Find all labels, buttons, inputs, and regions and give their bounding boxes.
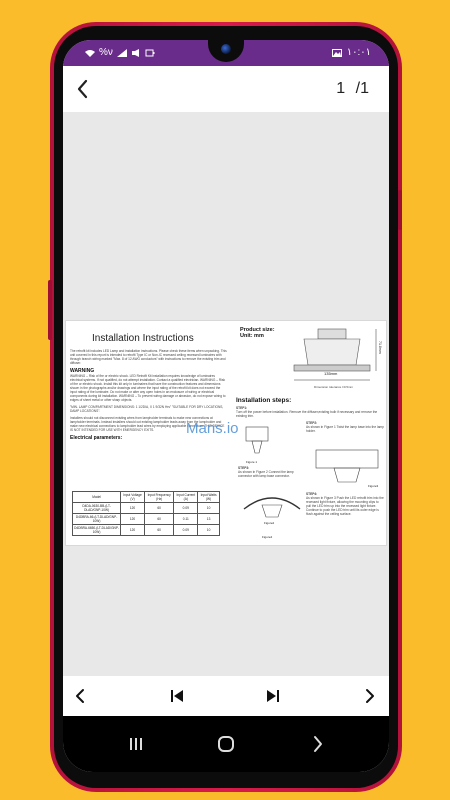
- table-cell: 10: [198, 525, 220, 536]
- step4-text: As shown in Figure 3 Push the LED retrofit trim into the recessed light fixture, allowing the mounting clips to pull the LED trim up into the recessed light fixture. Continue to push the LED trim until its outer edge is flush against the ceiling surface.: [306, 496, 384, 516]
- table-cell: 13: [198, 514, 220, 525]
- document-viewer[interactable]: [63, 112, 389, 704]
- table-header: Model: [73, 492, 121, 503]
- screen: [63, 40, 389, 772]
- warning-text: WARNING – Risk of fire or electric shock. LED Retrofit Kit installation requires knowledge of luminaires electrical systems. If not qualified, do not attempt installation. Contact a qualified electrician. WARNING – Risk of fire or electric shock. Install this kit only in luminaires that have the construction features and dimensions shown in the photographs and/or drawings and where the input rating of the retrofit kit does not exceed the input rating of the luminaire. Do not make or alter any open holes in an enclosure of wiring or electrical components during kit installation. WARNING – To prevent wiring damage or abrasion, do not expose wiring to edges of sheet metal or other sharp objects.: [70, 374, 226, 402]
- status-left: [85, 47, 155, 58]
- front-camera-icon: [221, 44, 231, 54]
- status-bar: [63, 40, 389, 66]
- dimension-width: 135mm: [324, 371, 338, 376]
- skip-last-icon[interactable]: [261, 684, 285, 708]
- image-notification-icon: [332, 49, 342, 57]
- table-cell: 10: [198, 503, 220, 514]
- step3-text: As shown in Figure 2 Connect the lamp connector with lamp base connector.: [238, 470, 294, 478]
- table-cell: 120: [121, 503, 145, 514]
- table-cell: 60: [144, 525, 174, 536]
- table-header-row: [73, 492, 220, 503]
- min-lamp-text: "MIN. LAMP COMPARTMENT DIMENSIONS: 1 1/2DIA, X 1 9/32N Hrs" "SUITABLE FOR DRY LOCATIONS, DAMP LOCATIONS".: [70, 405, 224, 413]
- table-header: Input Voltage (V): [121, 492, 145, 503]
- page-current: 1: [336, 80, 346, 97]
- table-cell: D4DBRA-6650-(LT-DLAD/GNP-10W): [74, 526, 120, 534]
- figure1-drawing: [242, 425, 272, 459]
- toolbar: [63, 66, 389, 112]
- volume-button: [48, 280, 52, 340]
- table-row: [73, 514, 220, 525]
- step4: [306, 492, 384, 516]
- product-size: [240, 327, 275, 339]
- battery-icon: [145, 49, 155, 57]
- watermark: Mans.io: [186, 420, 239, 437]
- step1-text: Turn off the power before installation. Remove the diffuser,existing bulb if necessary and remove the existing trim.: [236, 410, 378, 418]
- signal-icon: [117, 49, 127, 57]
- figure1-label: Figure 1: [246, 460, 258, 464]
- step1-label: STEP1:: [236, 406, 248, 410]
- step3: [238, 466, 308, 478]
- figure2-label: Figure2: [264, 521, 275, 525]
- figure2-drawing: [242, 491, 302, 521]
- install-steps-heading: Installation steps:: [236, 397, 292, 404]
- product-drawing: [284, 325, 384, 393]
- install-note: Installers should not disconnect existing wires from lampholder terminals to make new connections at lampholder terminals. Instead installers should cut existing lampholder leads away from the lampholder and make new electrical connections to lampholder lead wires by employing applicable connectors. THIS DEVICE IS NOT INTENDED FOR USE WITH EMERGENCY EXITS.: [70, 416, 225, 432]
- clock: ۱۰:۰۱: [346, 47, 371, 58]
- dimension-height: 71.8mm: [378, 341, 382, 354]
- status-left-text: %ν: [99, 47, 113, 58]
- chevron-right-icon[interactable]: [357, 684, 381, 708]
- back-icon[interactable]: [306, 734, 328, 754]
- page-navigation-bar: [63, 676, 389, 716]
- page-separator: /: [355, 80, 361, 97]
- camera-notch: [208, 40, 244, 62]
- table-header: Input Watts (W): [198, 492, 220, 503]
- step3-label: STEP3:: [238, 466, 250, 470]
- step2-label: STEP2:: [306, 421, 318, 425]
- mute-icon: [131, 49, 141, 57]
- table-cell: 60: [144, 503, 174, 514]
- table-cell: D4DBRA-66-(LT-DLAD/GNP-10W): [73, 514, 121, 525]
- table-header: Input Current (A): [174, 492, 198, 503]
- electrical-table: [72, 491, 220, 536]
- doc-intro: The retrofit kit includes LED Lamp and installation instructions. Please check these items when unpacking. This unit covered in this report is intended to retrofit Type IC or Non-IC recessed ceiling recessed luminaires with through branch wiring marked "Max. 8 of 12 AWG conductors" with instructions to remove the existing trim and diffuser.: [70, 349, 227, 365]
- figure4-label: Figure4: [262, 535, 273, 539]
- system-navigation-bar: [63, 716, 389, 772]
- power-button: [398, 190, 402, 230]
- electrical-heading: Electrical parameters:: [70, 435, 123, 441]
- chevron-left-icon[interactable]: [69, 684, 93, 708]
- document-page: [65, 320, 387, 546]
- status-right: [332, 47, 371, 58]
- table-cell: 120: [121, 525, 145, 536]
- product-size-label: Product size:: [240, 327, 275, 333]
- table-cell: 0.09: [174, 525, 198, 536]
- unit-label: Unit: mm: [240, 333, 264, 339]
- table-row: [73, 503, 220, 514]
- figure3-drawing: [312, 446, 382, 488]
- warning-heading: WARNING: [70, 368, 95, 374]
- tolerance-note: Dimension tolerance ±0.5mm: [314, 385, 353, 389]
- doc-title: Installation Instructions: [92, 333, 194, 344]
- recent-apps-icon[interactable]: [125, 734, 147, 754]
- figure3-label: Figure3: [368, 484, 379, 488]
- step2-text: As shown in Figure 1 Twist the lamp base into the lamp holder.: [306, 425, 384, 433]
- table-cell: 120: [121, 514, 145, 525]
- table-cell: 0.11: [174, 514, 198, 525]
- step2: [306, 421, 386, 433]
- table-cell: 0.09: [174, 503, 198, 514]
- step1: [236, 406, 384, 418]
- arrow-left-icon[interactable]: [71, 76, 97, 102]
- skip-first-icon[interactable]: [165, 684, 189, 708]
- table-cell: 60: [144, 514, 174, 525]
- step4-label: STEP4:: [306, 492, 318, 496]
- table-cell: D4DA-0630-BB-(LT-DLAD/GNP-10W): [73, 503, 121, 514]
- table-row: [73, 525, 220, 536]
- home-icon[interactable]: [215, 734, 237, 754]
- page-indicator: [336, 80, 369, 98]
- wifi-icon: [85, 49, 95, 57]
- page-total: 1: [360, 80, 369, 97]
- table-header: Input Frequency (Hz): [144, 492, 174, 503]
